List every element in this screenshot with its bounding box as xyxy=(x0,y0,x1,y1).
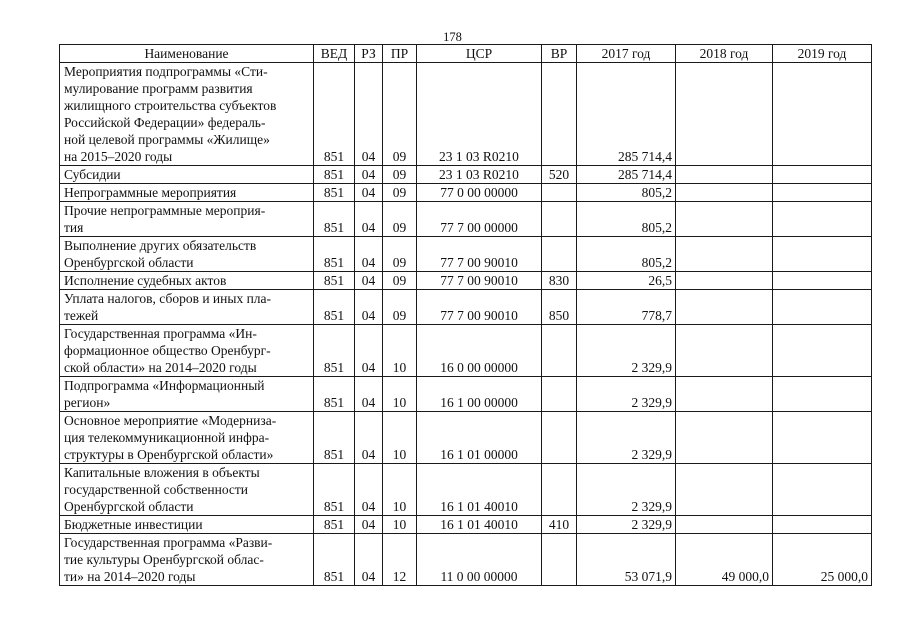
row-csr-cell: 16 1 01 00000 xyxy=(417,412,542,464)
row-2018-cell xyxy=(676,184,773,202)
row-name-cell: Прочие непрограммные мероприя- тия xyxy=(60,202,314,237)
row-name-cell: Субсидии xyxy=(60,166,314,184)
column-header-pr: ПР xyxy=(383,45,417,63)
row-name-cell: Государственная программа «Ин- формационное общество Оренбург- ской области» на 2014–2020 годы xyxy=(60,325,314,377)
row-vr-cell xyxy=(542,412,577,464)
row-name-cell: Непрограммные мероприятия xyxy=(60,184,314,202)
table-row xyxy=(60,272,872,290)
table-row xyxy=(60,237,872,272)
row-name-cell: Основное мероприятие «Модерниза- ция телекоммуникационной инфра- структуры в Оренбургской области» xyxy=(60,412,314,464)
row-2018-cell xyxy=(676,272,773,290)
row-ved-cell: 851 xyxy=(314,516,355,534)
row-2017-cell: 26,5 xyxy=(577,272,676,290)
row-vr-cell xyxy=(542,184,577,202)
row-rz-cell: 04 xyxy=(355,202,383,237)
row-name-cell: Выполнение других обязательств Оренбургской области xyxy=(60,237,314,272)
row-2017-cell: 778,7 xyxy=(577,290,676,325)
row-csr-cell: 77 7 00 90010 xyxy=(417,237,542,272)
row-ved-cell: 851 xyxy=(314,272,355,290)
row-pr-cell: 10 xyxy=(383,377,417,412)
column-header-2017: 2017 год xyxy=(577,45,676,63)
row-rz-cell: 04 xyxy=(355,534,383,586)
row-2018-cell xyxy=(676,202,773,237)
row-2018-cell xyxy=(676,166,773,184)
row-csr-cell: 23 1 03 R0210 xyxy=(417,63,542,166)
row-rz-cell: 04 xyxy=(355,184,383,202)
row-vr-cell xyxy=(542,534,577,586)
row-ved-cell: 851 xyxy=(314,290,355,325)
row-ved-cell: 851 xyxy=(314,377,355,412)
row-name-cell: Исполнение судебных актов xyxy=(60,272,314,290)
row-vr-cell xyxy=(542,202,577,237)
row-name-cell: Подпрограмма «Информационный регион» xyxy=(60,377,314,412)
row-2019-cell xyxy=(773,184,872,202)
row-csr-cell: 77 7 00 00000 xyxy=(417,202,542,237)
row-csr-cell: 77 7 00 90010 xyxy=(417,272,542,290)
row-2018-cell xyxy=(676,63,773,166)
row-2019-cell xyxy=(773,516,872,534)
table-row xyxy=(60,412,872,464)
row-vr-cell xyxy=(542,464,577,516)
row-2017-cell: 2 329,9 xyxy=(577,412,676,464)
column-header-vr: ВР xyxy=(542,45,577,63)
row-rz-cell: 04 xyxy=(355,516,383,534)
row-vr-cell: 410 xyxy=(542,516,577,534)
table-body xyxy=(60,63,872,586)
row-csr-cell: 11 0 00 00000 xyxy=(417,534,542,586)
row-pr-cell: 10 xyxy=(383,325,417,377)
column-header-name: Наименование xyxy=(60,45,314,63)
row-2019-cell xyxy=(773,237,872,272)
row-2019-cell xyxy=(773,325,872,377)
row-rz-cell: 04 xyxy=(355,464,383,516)
column-header-2018: 2018 год xyxy=(676,45,773,63)
row-ved-cell: 851 xyxy=(314,464,355,516)
row-csr-cell: 77 0 00 00000 xyxy=(417,184,542,202)
table-row xyxy=(60,516,872,534)
row-pr-cell: 12 xyxy=(383,534,417,586)
row-rz-cell: 04 xyxy=(355,325,383,377)
row-2017-cell: 805,2 xyxy=(577,184,676,202)
column-header-csr: ЦСР xyxy=(417,45,542,63)
table-row xyxy=(60,290,872,325)
row-rz-cell: 04 xyxy=(355,272,383,290)
row-rz-cell: 04 xyxy=(355,237,383,272)
page-number: 178 xyxy=(443,30,462,44)
row-name-cell: Бюджетные инвестиции xyxy=(60,516,314,534)
row-vr-cell: 830 xyxy=(542,272,577,290)
table-row xyxy=(60,464,872,516)
row-rz-cell: 04 xyxy=(355,63,383,166)
table-row xyxy=(60,325,872,377)
column-header-ved: ВЕД xyxy=(314,45,355,63)
row-2017-cell: 285 714,4 xyxy=(577,63,676,166)
row-pr-cell: 09 xyxy=(383,290,417,325)
column-header-2019: 2019 год xyxy=(773,45,872,63)
row-2018-cell xyxy=(676,377,773,412)
row-2018-cell xyxy=(676,516,773,534)
row-name-cell: Мероприятия подпрограммы «Сти- мулирование программ развития жилищного строительства субъектов Российской Федерации» федераль- ной целевой программы «Жилище» на 2015–2020 годы xyxy=(60,63,314,166)
row-vr-cell: 850 xyxy=(542,290,577,325)
row-vr-cell xyxy=(542,325,577,377)
row-2017-cell: 2 329,9 xyxy=(577,464,676,516)
table-header-row xyxy=(60,45,872,63)
row-pr-cell: 09 xyxy=(383,166,417,184)
row-pr-cell: 09 xyxy=(383,237,417,272)
row-2019-cell xyxy=(773,202,872,237)
row-ved-cell: 851 xyxy=(314,412,355,464)
row-csr-cell: 16 1 01 40010 xyxy=(417,464,542,516)
row-2018-cell: 49 000,0 xyxy=(676,534,773,586)
row-ved-cell: 851 xyxy=(314,534,355,586)
row-name-cell: Государственная программа «Разви- тие культуры Оренбургской облас- ти» на 2014–2020 годы xyxy=(60,534,314,586)
row-2018-cell xyxy=(676,464,773,516)
row-2019-cell xyxy=(773,290,872,325)
row-rz-cell: 04 xyxy=(355,290,383,325)
row-rz-cell: 04 xyxy=(355,412,383,464)
table-row xyxy=(60,166,872,184)
row-csr-cell: 16 1 00 00000 xyxy=(417,377,542,412)
row-2019-cell: 25 000,0 xyxy=(773,534,872,586)
row-2017-cell: 53 071,9 xyxy=(577,534,676,586)
row-vr-cell: 520 xyxy=(542,166,577,184)
row-2019-cell xyxy=(773,464,872,516)
row-rz-cell: 04 xyxy=(355,377,383,412)
row-name-cell: Уплата налогов, сборов и иных пла- тежей xyxy=(60,290,314,325)
row-pr-cell: 09 xyxy=(383,272,417,290)
row-ved-cell: 851 xyxy=(314,166,355,184)
table-row xyxy=(60,63,872,166)
row-pr-cell: 09 xyxy=(383,202,417,237)
row-pr-cell: 09 xyxy=(383,184,417,202)
row-2019-cell xyxy=(773,377,872,412)
row-csr-cell: 16 0 00 00000 xyxy=(417,325,542,377)
row-vr-cell xyxy=(542,377,577,412)
row-pr-cell: 10 xyxy=(383,412,417,464)
row-2019-cell xyxy=(773,63,872,166)
row-pr-cell: 10 xyxy=(383,516,417,534)
row-vr-cell xyxy=(542,63,577,166)
row-vr-cell xyxy=(542,237,577,272)
row-2017-cell: 2 329,9 xyxy=(577,377,676,412)
row-ved-cell: 851 xyxy=(314,237,355,272)
row-2019-cell xyxy=(773,272,872,290)
row-pr-cell: 10 xyxy=(383,464,417,516)
column-header-rz: РЗ xyxy=(355,45,383,63)
table-row xyxy=(60,534,872,586)
row-2018-cell xyxy=(676,412,773,464)
budget-table xyxy=(59,44,872,586)
row-csr-cell: 23 1 03 R0210 xyxy=(417,166,542,184)
table-row xyxy=(60,202,872,237)
row-2018-cell xyxy=(676,237,773,272)
row-pr-cell: 09 xyxy=(383,63,417,166)
table-row xyxy=(60,184,872,202)
table-row xyxy=(60,377,872,412)
row-2017-cell: 2 329,9 xyxy=(577,516,676,534)
row-2017-cell: 285 714,4 xyxy=(577,166,676,184)
row-2018-cell xyxy=(676,290,773,325)
row-2017-cell: 805,2 xyxy=(577,237,676,272)
row-2019-cell xyxy=(773,412,872,464)
row-ved-cell: 851 xyxy=(314,202,355,237)
row-2017-cell: 805,2 xyxy=(577,202,676,237)
row-csr-cell: 16 1 01 40010 xyxy=(417,516,542,534)
row-2018-cell xyxy=(676,325,773,377)
row-2017-cell: 2 329,9 xyxy=(577,325,676,377)
row-name-cell: Капитальные вложения в объекты государственной собственности Оренбургской области xyxy=(60,464,314,516)
row-ved-cell: 851 xyxy=(314,63,355,166)
row-csr-cell: 77 7 00 90010 xyxy=(417,290,542,325)
row-ved-cell: 851 xyxy=(314,184,355,202)
row-2019-cell xyxy=(773,166,872,184)
row-ved-cell: 851 xyxy=(314,325,355,377)
row-rz-cell: 04 xyxy=(355,166,383,184)
